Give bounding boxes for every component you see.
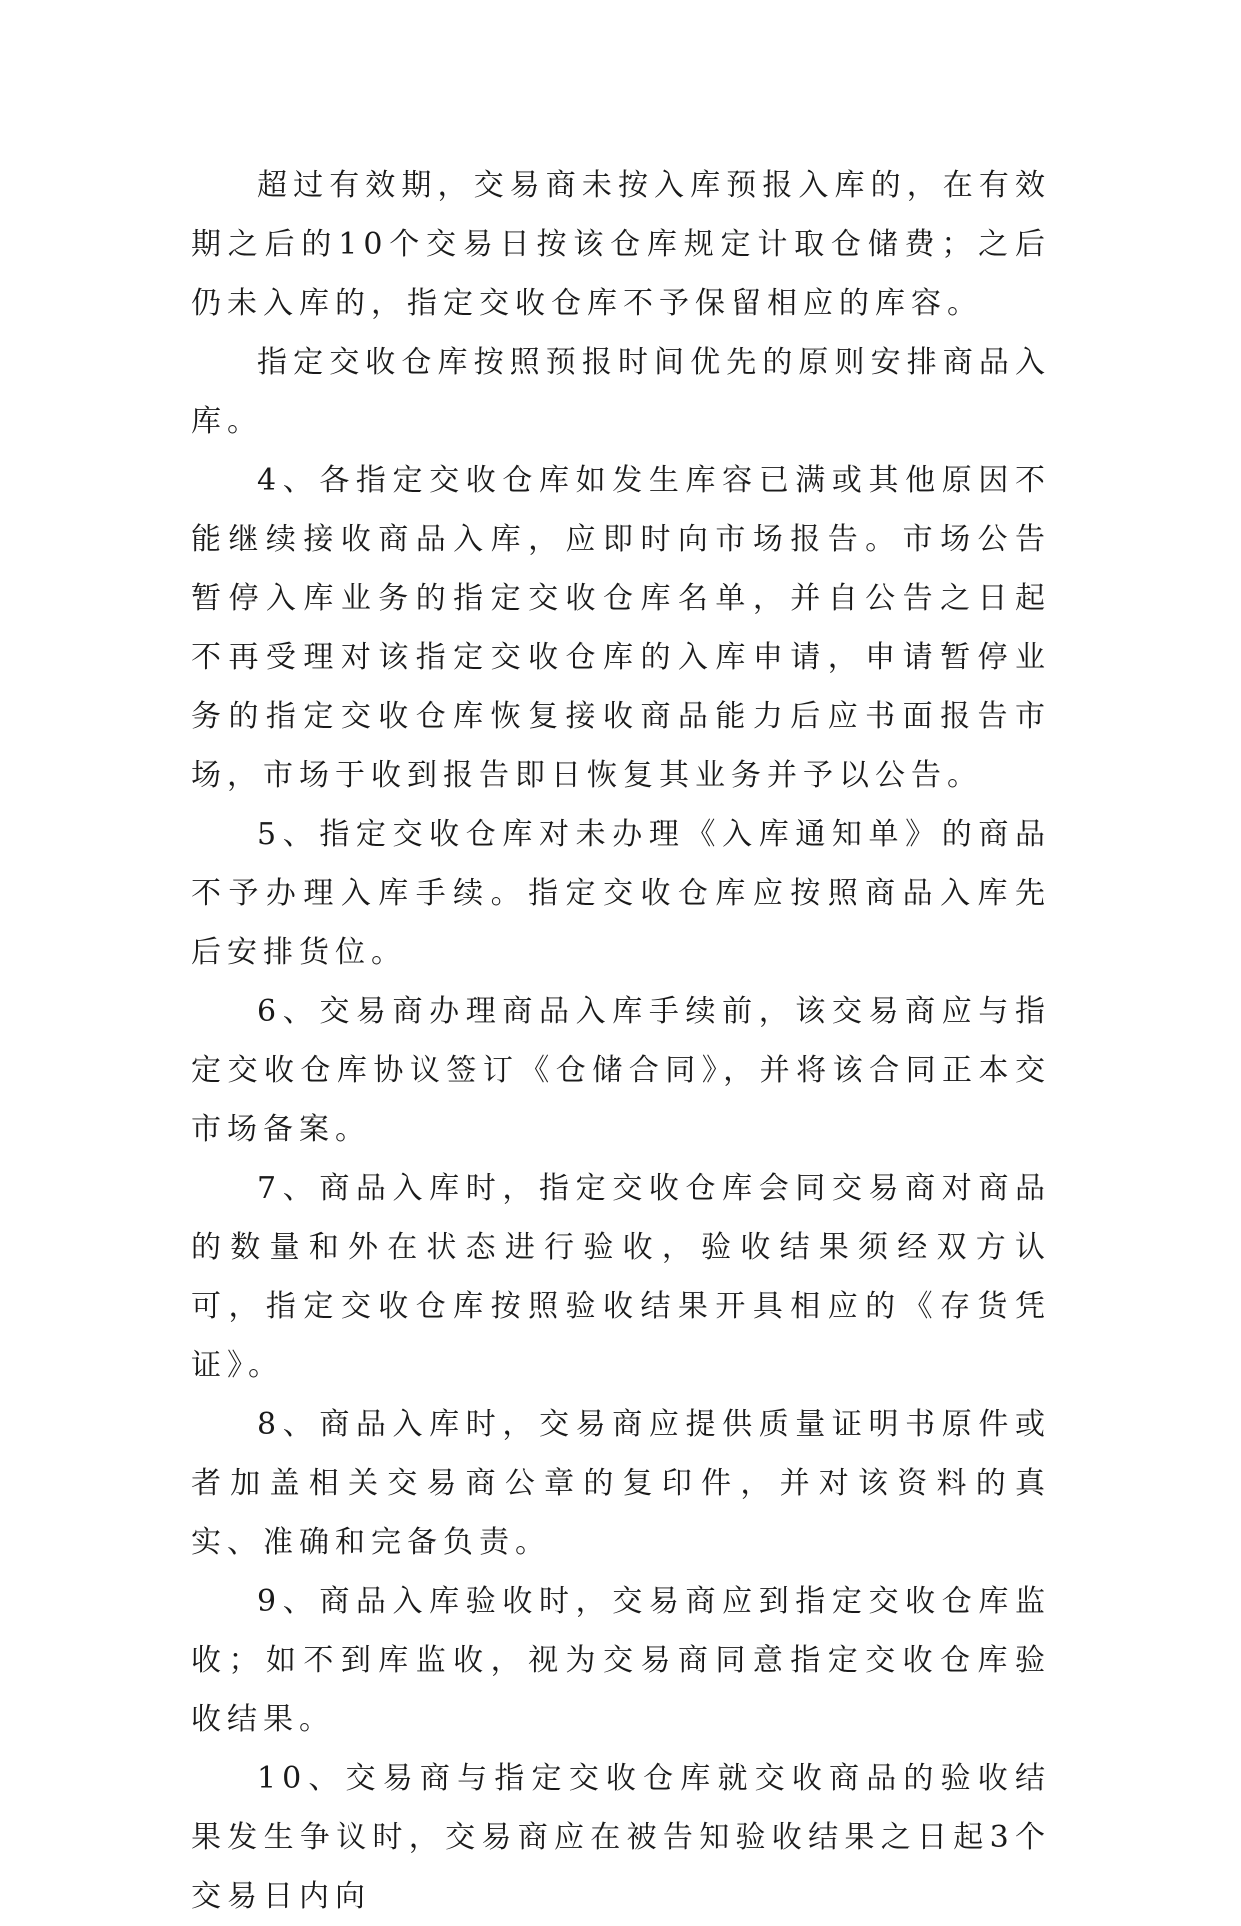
paragraph-storage-fee: 超过有效期，交易商未按入库预报入库的，在有效期之后的10个交易日按该仓库规定计取仓储费；之后仍未入库的，指定交收仓库不予保留相应的库容。 — [191, 168, 1051, 321]
paragraph-item-8: 8、商品入库时，交易商应提供质量证明书原件或者加盖相关交易商公章的复印件，并对该资料的真实、准确和完备负责。 — [191, 1407, 1051, 1560]
paragraph-item-4: 4、各指定交收仓库如发生库容已满或其他原因不能继续接收商品入库，应即时向市场报告。市场公告暂停入库业务的指定交收仓库名单，并自公告之日起不再受理对该指定交收仓库的入库申请，申请暂停业务的指定交收仓库恢复接收商品能力后应书面报告市场，市场于收到报告即日恢复其业务并予以公告。 — [191, 463, 1051, 793]
paragraph-priority-principle: 指定交收仓库按照预报时间优先的原则安排商品入库。 — [191, 345, 1051, 439]
paragraph-item-10: 10、交易商与指定交收仓库就交收商品的验收结果发生争议时，交易商应在被告知验收结果之日起3个交易日内向 — [191, 1761, 1051, 1914]
paragraph-item-5: 5、指定交收仓库对未办理《入库通知单》的商品不予办理入库手续。指定交收仓库应按照商品入库先后安排货位。 — [191, 817, 1051, 970]
paragraph-item-7: 7、商品入库时，指定交收仓库会同交易商对商品的数量和外在状态进行验收，验收结果须经双方认可，指定交收仓库按照验收结果开具相应的《存货凭证》。 — [191, 1171, 1051, 1383]
document-body — [191, 156, 1051, 1926]
paragraph-item-9: 9、商品入库验收时，交易商应到指定交收仓库监收；如不到库监收，视为交易商同意指定交收仓库验收结果。 — [191, 1584, 1051, 1737]
paragraph-item-6: 6、交易商办理商品入库手续前，该交易商应与指定交收仓库协议签订《仓储合同》，并将该合同正本交市场备案。 — [191, 994, 1051, 1147]
